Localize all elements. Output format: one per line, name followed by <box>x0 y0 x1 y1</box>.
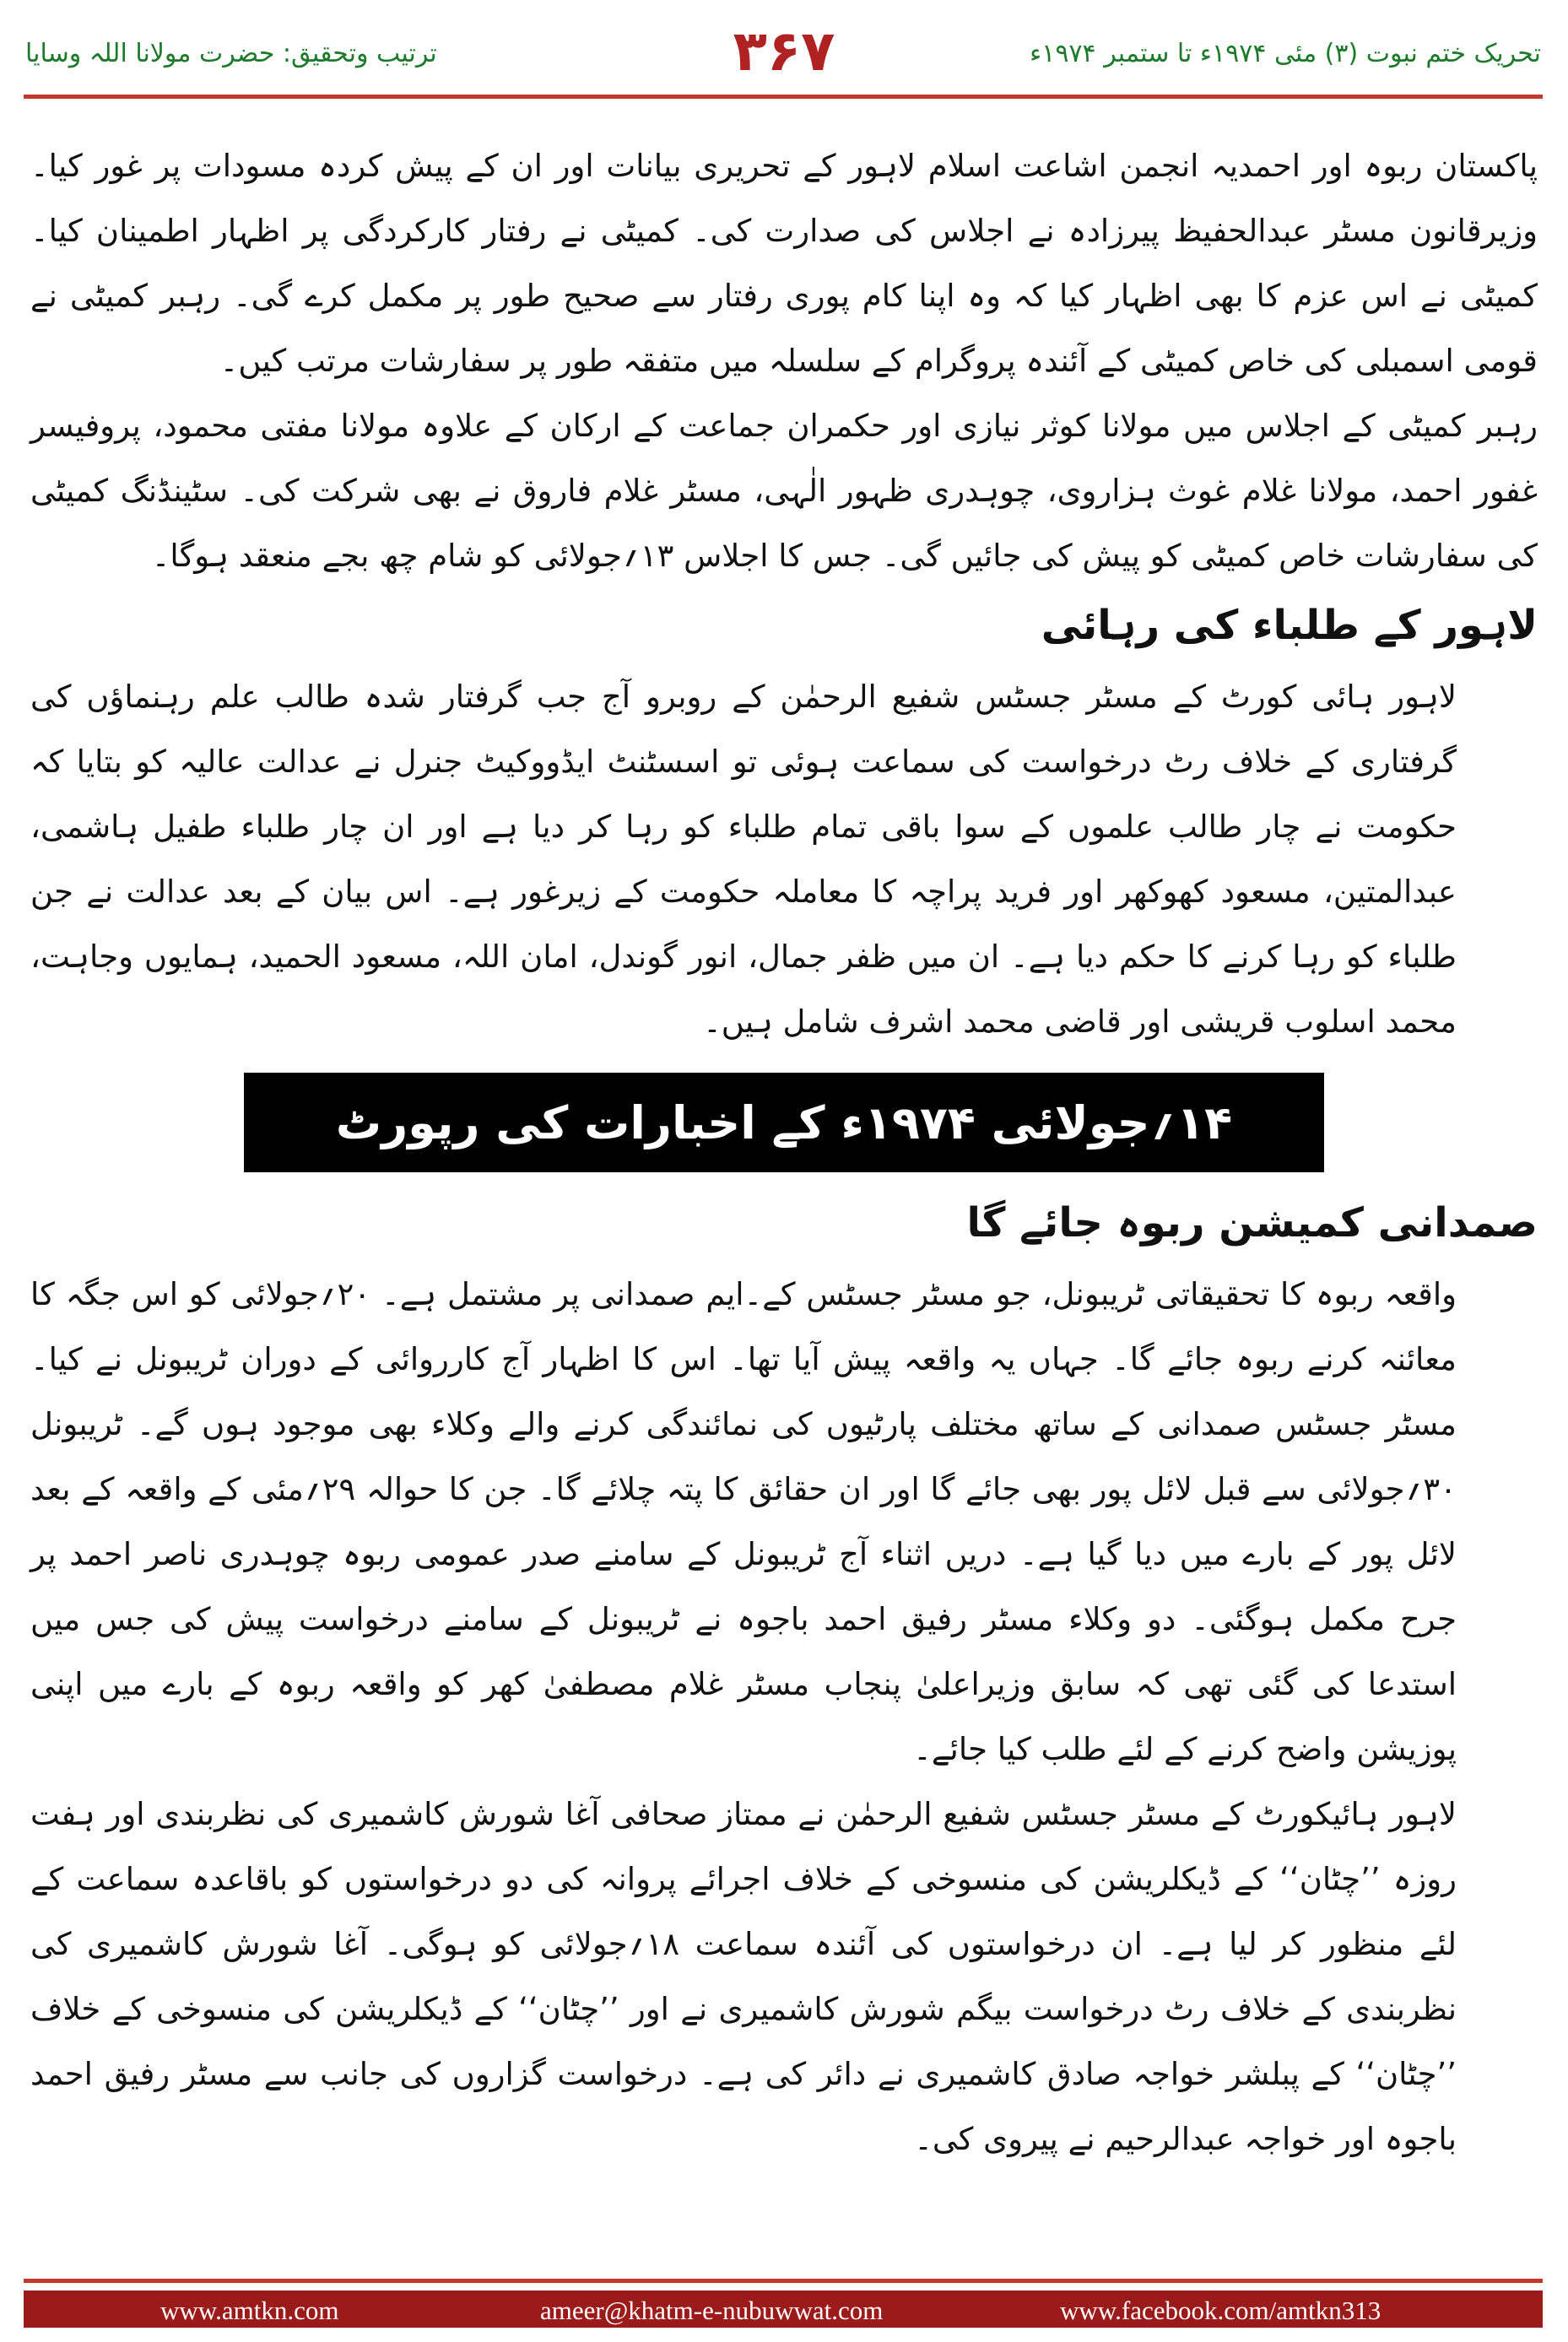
section-heading-students: لاہور کے طلباء کی رہائی <box>1041 602 1538 649</box>
page-number: ۳۶۷ <box>733 19 835 84</box>
page-footer <box>0 2279 1568 2342</box>
footer-divider <box>24 2279 1543 2283</box>
paragraph-students-release: لاہور ہائی کورٹ کے مسٹر جسٹس شفیع الرحمٰن کے روبرو آج جب گرفتار شدہ طالب علم رہنماؤں کی گرفتاری کے خلاف رٹ درخواست کی سماعت ہوئی تو اسسٹنٹ ایڈووکیٹ جنرل نے عدالت عالیہ کو بتایا کہ حکومت نے چار طالب علموں کے سوا باقی تمام طلباء کو رہا کر دیا ہے اور ان چار طلباء طفیل ہاشمی، عبدالمتین، مسعود کھوکھر اور فرید پراچہ کا معاملہ حکومت کے زیرغور ہے۔ اس بیان کے بعد عدالت نے جن طلباء کو رہا کرنے کا حکم دیا ہے۔ ان میں ظفر جمال، انور گوندل، امان اللہ، مسعود الحمید، ہمایوں وجاہت، محمد اسلوب قریشی اور قاضی محمد اشرف شامل ہیں۔ <box>30 679 1457 1040</box>
page-content <box>30 133 1538 2172</box>
paragraph-tribunal: واقعہ ربوہ کا تحقیقاتی ٹریبونل، جو مسٹر جسٹس کے۔ایم صمدانی پر مشتمل ہے۔ ۲۰؍جولائی کو اس جگہ کا معائنہ کرنے ربوہ جائے گا۔ جہاں یہ واقعہ پیش آیا تھا۔ اس کا اظہار آج کارروائی کے دوران ٹریبونل نے کیا۔ مسٹر جسٹس صمدانی کے ساتھ مختلف پارٹیوں کی نمائندگی کرنے والے وکلاء بھی موجود ہوں گے۔ ٹریبونل ۳۰؍جولائی سے قبل لائل پور بھی جائے گا اور ان حقائق کا پتہ چلائے گا۔ جن کا حوالہ ۲۹؍مئی کے واقعہ کے بعد لائل پور کے بارے میں دیا گیا ہے۔ دریں اثناء آج ٹریبونل کے سامنے صدر عمومی ربوہ چوہدری ناصر احمد پر جرح مکمل ہوگئی۔ دو وکلاء مسٹر رفیق احمد باجوہ نے ٹریبونل کے سامنے درخواست پیش کی جس میں استدعا کی گئی تھی کہ سابق وزیراعلیٰ پنجاب مسٹر غلام مصطفیٰ کھر کو واقعہ ربوہ کے بارے میں اپنی پوزیشن واضح کرنے کے لئے طلب کیا جائے۔ <box>30 1276 1457 1767</box>
paragraph-committee: پاکستان ربوہ اور احمدیہ انجمن اشاعت اسلام لاہور کے تحریری بیانات اور ان کے پیش کردہ مسودات پر غور کیا۔ وزیرقانون مسٹر عبدالحفیظ پیرزادہ نے اجلاس کی صدارت کی۔ کمیٹی نے رفتار کارکردگی پر اظہار اطمینان کیا۔ کمیٹی نے اس عزم کا بھی اظہار کیا کہ وہ اپنا کام پوری رفتار سے صحیح طور پر مکمل کرے گی۔ رہبر کمیٹی نے قومی اسمبلی کی خاص کمیٹی کے آئندہ پروگرام کے سلسلہ میں متفقہ طور پر سفارشات مرتب کیں۔ <box>30 148 1538 379</box>
paragraph-high-court: لاہور ہائیکورٹ کے مسٹر جسٹس شفیع الرحمٰن نے ممتاز صحافی آغا شورش کاشمیری کی نظربندی اور ہفت روزہ ’’چٹان‘‘ کے ڈیکلریشن کی منسوخی کے خلاف اجرائے پروانہ کی دو درخواستوں کو باقاعدہ سماعت کے لئے منظور کر لیا ہے۔ ان درخواستوں کی آئندہ سماعت ۱۸؍جولائی کو ہوگی۔ آغا شورش کاشمیری کی نظربندی کے خلاف رٹ درخواست بیگم شورش کاشمیری نے اور ’’چٹان‘‘ کے ڈیکلریشن کی منسوخی کے خلاف ’’چٹان‘‘ کے پبلشر خواجہ صادق کاشمیری نے دائر کی ہے۔ درخواست گزاروں کی جانب سے مسٹر رفیق احمد باجوہ اور خواجہ عبدالرحیم نے پیروی کی۔ <box>30 1796 1457 2157</box>
facebook-link[interactable]: www.facebook.com/amtkn313 <box>1060 2296 1381 2325</box>
header-divider <box>24 95 1543 99</box>
page-header <box>0 0 1568 101</box>
book-title: تحریک ختم نبوت (۳) مئی ۱۹۷۴ء تا ستمبر ۱۹۷۴ء <box>1030 39 1541 68</box>
email-link[interactable]: ameer@khatm-e-nubuwwat.com <box>540 2296 884 2325</box>
compiler-credit: ترتیب وتحقیق: حضرت مولانا اللہ وسایا <box>25 39 437 68</box>
section-banner <box>244 1073 1324 1172</box>
website-link[interactable]: www.amtkn.com <box>160 2296 339 2325</box>
section-heading-samdani: صمدانی کمیشن ربوہ جائے گا <box>966 1199 1538 1247</box>
paragraph-steering-committee: رہبر کمیٹی کے اجلاس میں مولانا کوثر نیازی اور حکمران جماعت کے ارکان کے علاوہ مولانا مفتی محمود، پروفیسر غفور احمد، مولانا غلام غوث ہزاروی، چوہدری ظہور الٰہی، مسٹر غلام فاروق نے بھی شرکت کی۔ سٹینڈنگ کمیٹی کی سفارشات خاص کمیٹی کو پیش کی جائیں گی۔ جس کا اجلاس ۱۳؍جولائی کو شام چھ بجے منعقد ہوگا۔ <box>30 408 1538 574</box>
banner-title: ۱۴؍جولائی ۱۹۷۴ء کے اخبارات کی رپورٹ <box>335 1095 1233 1149</box>
